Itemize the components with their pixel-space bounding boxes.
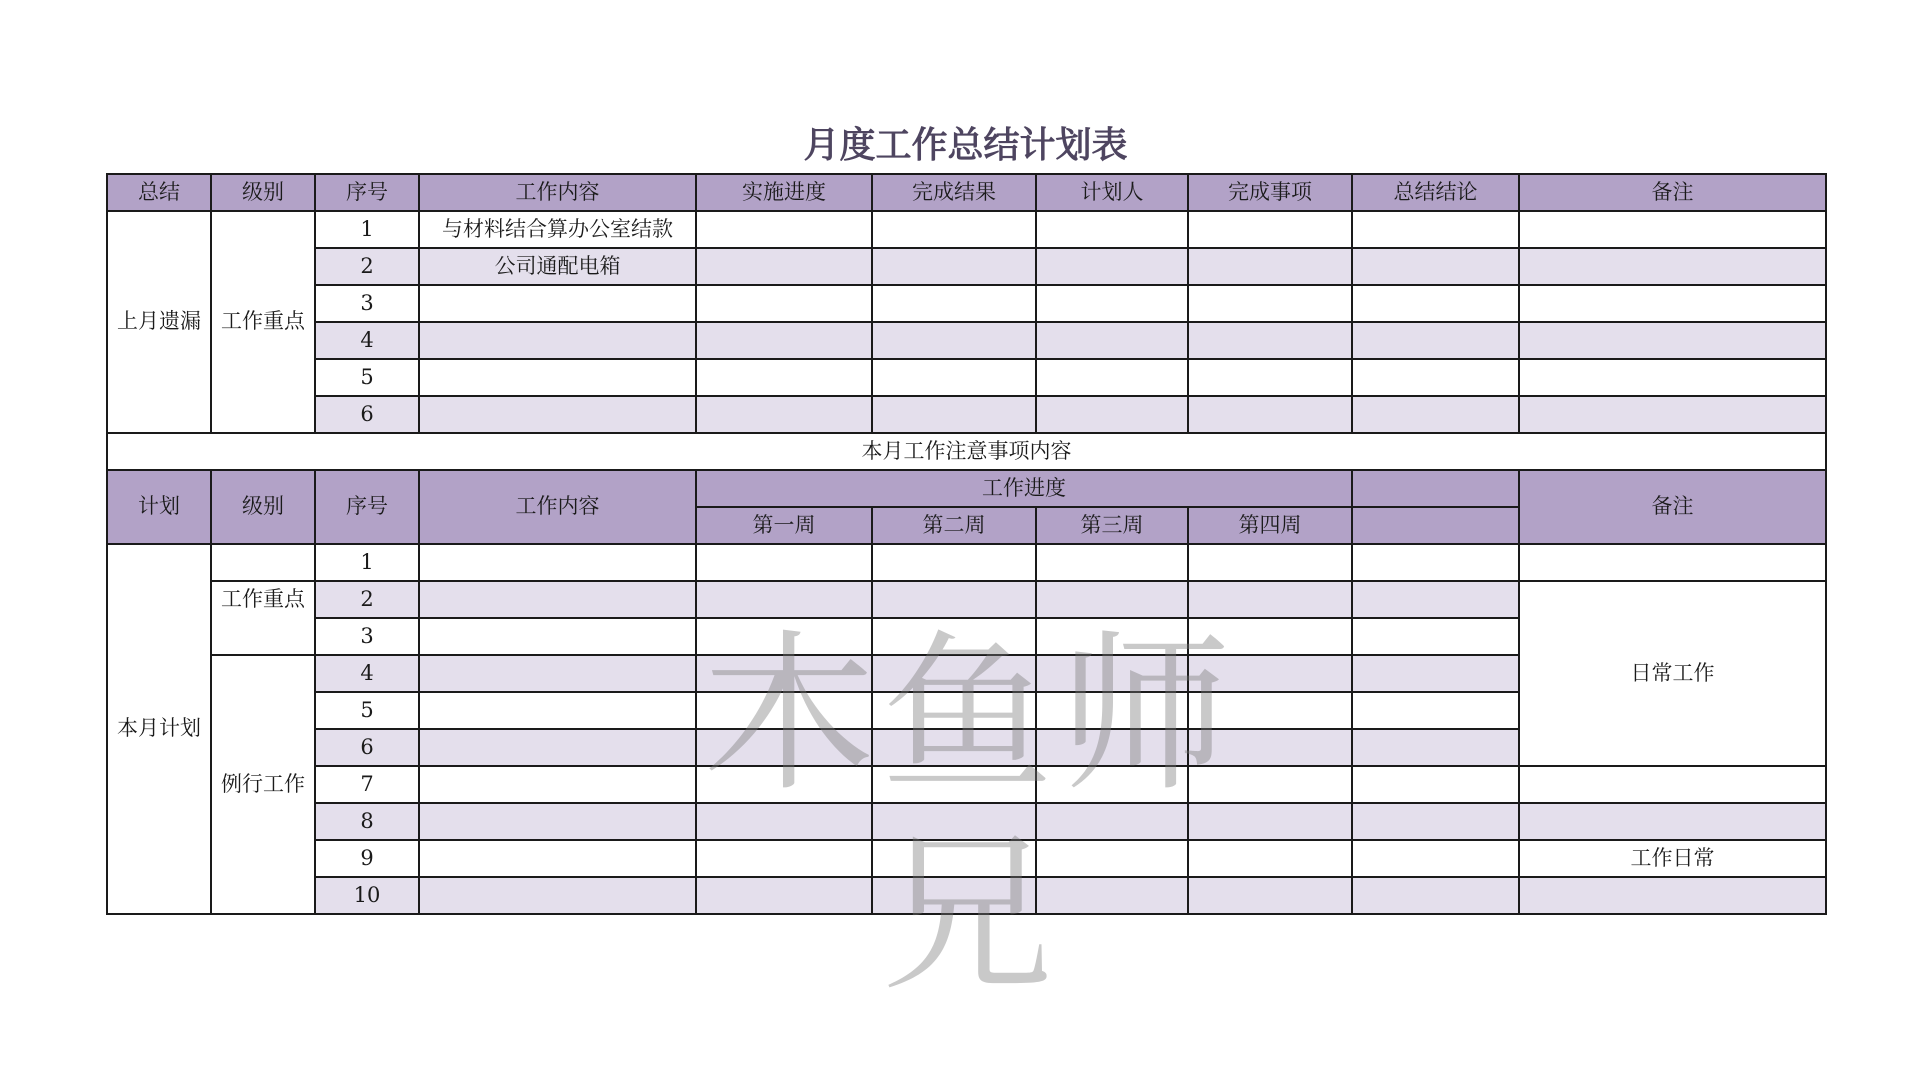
header-cell: 总结	[107, 174, 211, 211]
work-content-cell[interactable]	[419, 581, 696, 618]
sheet-title: 月度工作总结计划表	[803, 124, 1128, 166]
cell[interactable]	[1352, 655, 1519, 692]
cell[interactable]	[696, 618, 872, 655]
cell[interactable]	[1188, 359, 1352, 396]
cell[interactable]	[1036, 692, 1188, 729]
cell[interactable]	[1036, 322, 1188, 359]
table-row	[107, 544, 1826, 581]
cell[interactable]	[1036, 359, 1188, 396]
row-number: 3	[315, 618, 419, 655]
watermark-text: 木鱼师兄	[703, 614, 1237, 1015]
row-number: 4	[315, 322, 419, 359]
summary-level-label: 工作重点	[211, 211, 315, 433]
cell[interactable]	[1188, 211, 1352, 248]
work-content-cell[interactable]: 公司通配电箱	[419, 248, 696, 285]
table-row	[107, 396, 1826, 433]
cell[interactable]	[1352, 322, 1519, 359]
remark-daily-work[interactable]: 日常工作	[1519, 581, 1826, 766]
cell[interactable]	[1519, 285, 1826, 322]
cell[interactable]	[1036, 211, 1188, 248]
row-number: 4	[315, 655, 419, 692]
cell[interactable]	[1036, 840, 1188, 877]
cell[interactable]	[1352, 803, 1519, 840]
cell[interactable]	[1519, 211, 1826, 248]
cell[interactable]	[1352, 692, 1519, 729]
cell[interactable]	[1352, 285, 1519, 322]
cell[interactable]	[696, 729, 872, 766]
cell[interactable]	[1036, 285, 1188, 322]
cell[interactable]	[696, 803, 872, 840]
summary-header-row	[107, 174, 1826, 211]
cell[interactable]	[1188, 803, 1352, 840]
remark-cell[interactable]	[1519, 803, 1826, 840]
header-cell: 实施进度	[696, 174, 872, 211]
table-row	[107, 322, 1826, 359]
cell[interactable]	[696, 285, 872, 322]
cell[interactable]	[696, 544, 872, 581]
header-cell	[1352, 507, 1519, 544]
row-number: 7	[315, 766, 419, 803]
cell[interactable]	[1188, 322, 1352, 359]
row-number: 9	[315, 840, 419, 877]
cell[interactable]	[1036, 766, 1188, 803]
cell[interactable]	[872, 766, 1036, 803]
cell[interactable]	[872, 359, 1036, 396]
cell[interactable]	[1188, 396, 1352, 433]
cell[interactable]	[872, 211, 1036, 248]
plan-level-key: 工作重点	[211, 581, 315, 655]
cell[interactable]	[1519, 359, 1826, 396]
header-cell: 总结结论	[1352, 174, 1519, 211]
row-number: 3	[315, 285, 419, 322]
cell[interactable]	[1188, 655, 1352, 692]
cell[interactable]	[696, 248, 872, 285]
cell[interactable]	[1352, 211, 1519, 248]
cell[interactable]	[1519, 248, 1826, 285]
cell[interactable]	[1036, 655, 1188, 692]
cell[interactable]	[872, 877, 1036, 914]
plan-header-row	[107, 470, 1826, 507]
header-cell: 序号	[315, 174, 419, 211]
header-cell: 工作内容	[419, 470, 696, 544]
header-cell: 序号	[315, 470, 419, 544]
work-content-cell[interactable]	[419, 766, 696, 803]
cell[interactable]	[696, 655, 872, 692]
cell[interactable]	[1036, 544, 1188, 581]
cell[interactable]	[696, 322, 872, 359]
remark-cell[interactable]	[1519, 544, 1826, 581]
header-cell-week: 第四周	[1188, 507, 1352, 544]
cell[interactable]	[1352, 544, 1519, 581]
header-cell: 完成结果	[872, 174, 1036, 211]
cell[interactable]	[1352, 618, 1519, 655]
cell[interactable]	[1188, 729, 1352, 766]
table-row	[107, 803, 1826, 840]
header-cell: 备注	[1519, 174, 1826, 211]
cell[interactable]	[872, 729, 1036, 766]
cell[interactable]	[1036, 396, 1188, 433]
cell[interactable]	[872, 396, 1036, 433]
header-cell: 级别	[211, 470, 315, 544]
work-content-cell[interactable]: 与材料结合算办公室结款	[419, 211, 696, 248]
row-number: 1	[315, 211, 419, 248]
plan-level-routine: 例行工作	[211, 655, 315, 914]
cell[interactable]	[1352, 877, 1519, 914]
cell[interactable]	[872, 322, 1036, 359]
work-content-cell[interactable]	[419, 285, 696, 322]
work-content-cell[interactable]	[419, 877, 696, 914]
cell[interactable]	[1036, 248, 1188, 285]
cell[interactable]	[696, 581, 872, 618]
remark-cell[interactable]	[1519, 766, 1826, 803]
table-row	[107, 248, 1826, 285]
notice-row	[107, 433, 1826, 470]
cell[interactable]	[1188, 248, 1352, 285]
cell[interactable]	[1036, 803, 1188, 840]
table-row	[107, 581, 1826, 618]
cell[interactable]	[1036, 877, 1188, 914]
table-row	[107, 877, 1826, 914]
cell[interactable]	[872, 544, 1036, 581]
work-content-cell[interactable]	[419, 544, 696, 581]
cell[interactable]	[1352, 729, 1519, 766]
header-cell: 备注	[1519, 470, 1826, 544]
work-content-cell[interactable]	[419, 729, 696, 766]
cell[interactable]	[1352, 581, 1519, 618]
header-cell: 工作内容	[419, 174, 696, 211]
cell[interactable]	[872, 285, 1036, 322]
remark-routine-work[interactable]: 工作日常	[1519, 840, 1826, 877]
cell[interactable]	[872, 692, 1036, 729]
cell[interactable]	[1188, 766, 1352, 803]
monthly-plan-table	[106, 173, 1827, 1015]
cell[interactable]	[696, 840, 872, 877]
work-content-cell[interactable]	[419, 840, 696, 877]
row-number: 2	[315, 581, 419, 618]
remark-cell[interactable]	[1519, 877, 1826, 914]
row-number: 10	[315, 877, 419, 914]
header-cell	[1352, 470, 1519, 507]
notice-cell[interactable]: 本月工作注意事项内容	[107, 433, 1826, 470]
cell[interactable]	[1188, 618, 1352, 655]
cell[interactable]	[1188, 840, 1352, 877]
work-content-cell[interactable]	[419, 655, 696, 692]
cell[interactable]	[696, 766, 872, 803]
cell[interactable]	[872, 618, 1036, 655]
work-content-cell[interactable]	[419, 322, 696, 359]
row-number: 8	[315, 803, 419, 840]
cell[interactable]	[696, 396, 872, 433]
header-cell-progress: 工作进度	[696, 470, 1352, 507]
work-content-cell[interactable]	[419, 803, 696, 840]
cell[interactable]	[1188, 877, 1352, 914]
cell[interactable]	[696, 692, 872, 729]
cell[interactable]	[696, 211, 872, 248]
cell[interactable]	[1352, 396, 1519, 433]
table-row	[107, 766, 1826, 803]
plan-section-label: 本月计划	[107, 544, 211, 914]
header-cell-week: 第一周	[696, 507, 872, 544]
row-number: 1	[315, 544, 419, 581]
cell[interactable]	[872, 840, 1036, 877]
table-row	[107, 359, 1826, 396]
cell[interactable]	[872, 248, 1036, 285]
summary-section-label: 上月遗漏	[107, 211, 211, 433]
work-content-cell[interactable]	[419, 618, 696, 655]
header-cell: 计划	[107, 470, 211, 544]
cell[interactable]	[1036, 729, 1188, 766]
cell[interactable]	[872, 803, 1036, 840]
cell[interactable]	[872, 655, 1036, 692]
header-cell: 完成事项	[1188, 174, 1352, 211]
cell[interactable]	[696, 359, 872, 396]
cell[interactable]	[872, 581, 1036, 618]
work-content-cell[interactable]	[419, 396, 696, 433]
header-cell: 级别	[211, 174, 315, 211]
cell[interactable]	[1036, 581, 1188, 618]
row-number: 5	[315, 359, 419, 396]
row-number: 6	[315, 396, 419, 433]
row-number: 6	[315, 729, 419, 766]
table-row	[107, 285, 1826, 322]
cell[interactable]	[1352, 359, 1519, 396]
cell[interactable]	[1352, 840, 1519, 877]
cell[interactable]	[1188, 544, 1352, 581]
work-content-cell[interactable]	[419, 692, 696, 729]
cell	[211, 544, 315, 581]
work-content-cell[interactable]	[419, 359, 696, 396]
cell[interactable]	[1352, 248, 1519, 285]
header-cell: 计划人	[1036, 174, 1188, 211]
cell[interactable]	[1352, 766, 1519, 803]
cell[interactable]	[1036, 618, 1188, 655]
row-number: 5	[315, 692, 419, 729]
table-row	[107, 211, 1826, 248]
cell[interactable]	[1188, 285, 1352, 322]
header-cell-week: 第三周	[1036, 507, 1188, 544]
cell[interactable]	[1188, 581, 1352, 618]
header-cell-week: 第二周	[872, 507, 1036, 544]
cell[interactable]	[696, 877, 872, 914]
cell[interactable]	[1188, 692, 1352, 729]
row-number: 2	[315, 248, 419, 285]
cell[interactable]	[1519, 396, 1826, 433]
table-row	[107, 840, 1826, 877]
cell[interactable]	[1519, 322, 1826, 359]
